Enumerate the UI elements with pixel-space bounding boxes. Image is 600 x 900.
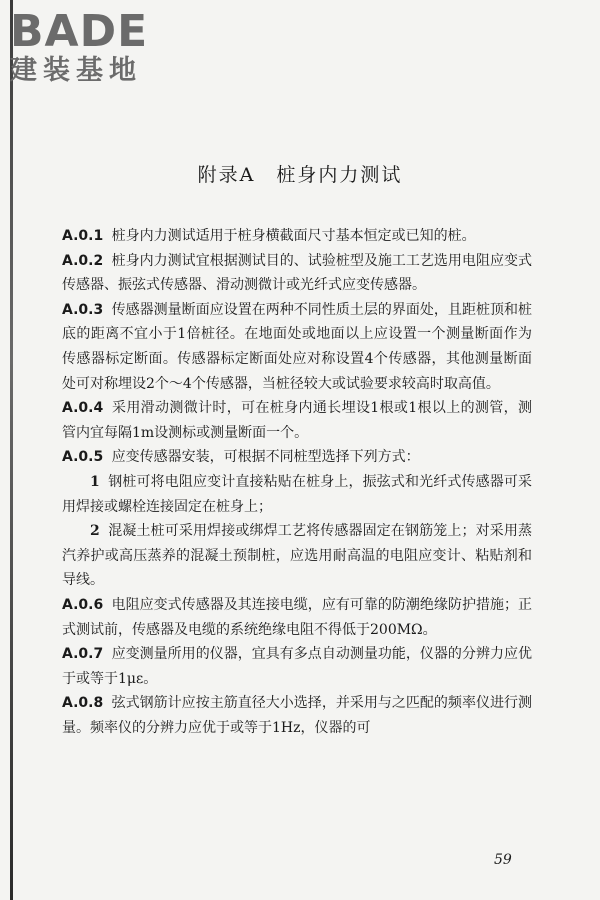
page-number: 59 xyxy=(494,852,512,868)
section-text: 应变测量所用的仪器，宜具有多点自动测量功能，仪器的分辨力应优于或等于1με。 xyxy=(62,646,532,687)
section-label: A.0.7 xyxy=(62,646,104,663)
section-text: 桩身内力测试适用于桩身横截面尺寸基本恒定或已知的桩。 xyxy=(111,228,476,244)
page-title: 附录A 桩身内力测试 xyxy=(197,164,403,186)
section-text: 弦式钢筋计应按主筋直径大小选择，并采用与之匹配的频率仪进行测量。频率仪的分辨力应优于或等于1Hz，仪器的可 xyxy=(62,695,532,736)
section-a04 xyxy=(62,396,532,445)
section-text: 应变传感器安装，可根据不同桩型选择下列方式： xyxy=(111,449,420,466)
section-text: 传感器测量断面应设置在两种不同性质土层的界面处，且距桩顶和桩底的距离不宜小于1倍桩径。在地面处或地面以上应设置一个测量断面作为传感器标定断面。传感器标定断面处应对称设置4个传感器，其他测量断面处可对称埋设2个～4个传感器，当桩径较大或试验要求较高时取高值。 xyxy=(62,301,532,392)
section-text: 采用滑动测微计时，可在桩身内通长埋设1根或1根以上的测管，测管内宜每隔1m设测标或测量断面一个。 xyxy=(62,400,532,441)
item-number: 2 xyxy=(90,523,100,540)
section-label: A.0.2 xyxy=(62,252,104,269)
document-body xyxy=(62,224,532,740)
section-text: 电阻应变式传感器及其连接电缆，应有可靠的防潮绝缘防护措施；正式测试前，传感器及电缆的系统绝缘电阻不得低于200MΩ。 xyxy=(62,596,532,638)
list-item-2 xyxy=(62,519,532,593)
section-text: 桩身内力测试宜根据测试目的、试验桩型及施工工艺选用电阻应变式传感器、振弦式传感器、滑动测微计或光纤式应变传感器。 xyxy=(62,252,532,294)
section-label: A.0.4 xyxy=(62,400,104,417)
page-binding-edge xyxy=(10,0,13,900)
list-item-1 xyxy=(62,470,532,519)
item-text: 混凝土桩可采用焊接或绑焊工艺将传感器固定在钢筋笼上；对采用蒸汽养护或高压蒸养的混凝土预制桩，应选用耐高温的电阻应变计、粘贴剂和导线。 xyxy=(62,523,532,589)
section-label: A.0.3 xyxy=(62,301,104,318)
section-label: A.0.8 xyxy=(62,695,104,712)
section-a08 xyxy=(62,691,532,740)
section-a01 xyxy=(62,224,532,249)
watermark-logo xyxy=(10,8,148,87)
section-label: A.0.1 xyxy=(62,228,104,244)
logo-subtext: 建装基地 xyxy=(10,55,142,86)
section-label: A.0.5 xyxy=(62,449,104,466)
section-a03 xyxy=(62,298,532,396)
section-a07 xyxy=(62,642,532,691)
item-number: 1 xyxy=(90,473,100,490)
section-a05 xyxy=(62,445,532,470)
item-text: 钢桩可将电阻应变计直接粘贴在桩身上，振弦式和光纤式传感器可采用焊接或螺栓连接固定在桩身上； xyxy=(62,473,532,515)
section-a02 xyxy=(62,249,532,298)
logo-text: BADE xyxy=(10,6,149,57)
section-a06 xyxy=(62,593,532,642)
section-label: A.0.6 xyxy=(62,596,104,613)
